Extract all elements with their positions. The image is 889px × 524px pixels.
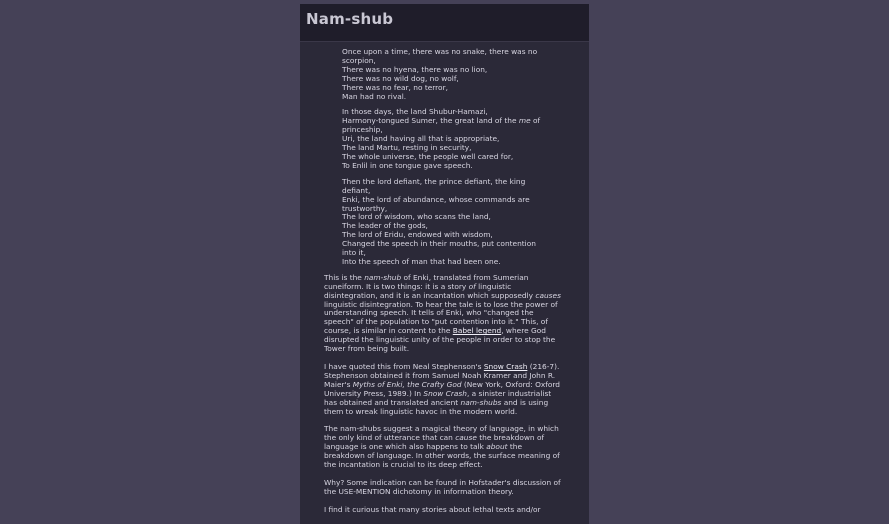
paragraph-emphasis: cause	[455, 433, 477, 443]
poem-line: Into the speech of man that had been one.	[342, 256, 501, 266]
poem-text: of	[530, 116, 541, 126]
paragraph-text: (216-7). Stephenson obtained it from Samuel Noah Kramer and John R. Maier's	[324, 362, 560, 389]
paragraph-text: (New York, Oxford: Oxford University Press, 1989.) In	[324, 379, 560, 398]
paragraph-intro	[324, 274, 565, 354]
poem-line: Uri, the land having all that is appropriate,	[342, 134, 500, 144]
poem-stanza-2	[342, 108, 565, 170]
babel-legend-link[interactable]: Babel legend	[452, 326, 502, 336]
paragraph-text: and is using them to wreak linguistic havoc in the modern world.	[324, 397, 549, 416]
poem-line: In those days, the land Shubur-Hamazi,	[342, 107, 488, 117]
poem-line: To Enlil in one tongue gave speech.	[342, 160, 473, 170]
paragraph-emphasis: nam-shubs	[460, 397, 502, 407]
poem-line: into it,	[342, 248, 366, 258]
page-title: Nam-shub	[306, 10, 394, 28]
paragraph-emphasis: Myths of Enki, the Crafty God	[352, 379, 462, 389]
paragraph-source	[324, 363, 565, 416]
snow-crash-link[interactable]: Snow Crash	[483, 362, 528, 371]
poem-line: Changed the speech in their mouths, put contention	[342, 239, 536, 249]
page-column	[300, 4, 589, 524]
page-header	[300, 4, 589, 42]
paragraph-hofstader: Why? Some indication can be found in Hofstader's discussion of the USE-MENTION dichotomy in information theory.	[324, 477, 561, 496]
poem-line: Then the lord defiant, the prince defiant, the king	[342, 176, 526, 186]
paragraph-emphasis: about	[486, 442, 508, 452]
poem-line: scorpion,	[342, 55, 376, 65]
poem-line: There was no fear, no terror,	[342, 82, 448, 92]
paragraph-text: , where God disrupted the linguistic unity of the people in order to stop the Tower from being built.	[324, 326, 556, 354]
paragraph-emphasis: of	[468, 281, 476, 291]
paragraph-text: of Enki, translated from Sumerian cuneiform. It is two things: it is a story	[324, 272, 529, 291]
poem-line: The whole universe, the people well cared for,	[342, 151, 514, 161]
paragraph-text: the breakdown of language is one which also happens to talk	[324, 433, 545, 452]
poem-emphasis: me	[518, 116, 531, 126]
paragraph-truncated: I find it curious that many stories about lethal texts and/or	[324, 504, 541, 514]
poem-line: The land Martu, resting in security,	[342, 143, 472, 153]
poem-line: The lord of Eridu, endowed with wisdom,	[342, 230, 493, 240]
poem-line: There was no wild dog, no wolf,	[342, 73, 459, 83]
poem-stanza-1	[342, 48, 565, 101]
paragraph-emphasis: nam-shub	[364, 272, 402, 282]
poem-line: trustworthy,	[342, 203, 388, 213]
paragraph-emphasis: causes	[535, 290, 561, 300]
article-body	[300, 42, 589, 515]
poem-line: Man had no rival.	[342, 91, 407, 101]
poem-line: Once upon a time, there was no snake, there was no	[342, 47, 538, 56]
paragraph-text: linguistic disintegration. To hear the tale is to lose the power of understanding speech. It tells of Enki, who "changed the speech" of the population to "put contention into it." This, of course, is similar in content to the	[324, 299, 558, 336]
poem-line: princeship,	[342, 125, 383, 135]
paragraph-text: I have quoted this from Neal Stephenson's	[324, 362, 484, 371]
poem-line: There was no hyena, there was no lion,	[342, 64, 488, 74]
poem-line: The lord of wisdom, who scans the land,	[342, 212, 491, 222]
poem-line: Enki, the lord of abundance, whose commands are	[342, 194, 530, 204]
paragraph-text: the breakdown of language. In other words, the surface meaning of the incantation is crucial to its deep effect.	[324, 442, 560, 470]
poem-stanza-3	[342, 178, 565, 267]
paragraph-text: The nam-shubs suggest a magical theory of language, in which the only kind of utterance that can	[324, 424, 559, 443]
paragraph-text: linguistic disintegration, and it is an incantation which supposedly	[324, 281, 536, 300]
paragraph-emphasis: Snow Crash	[423, 388, 467, 398]
paragraph-text: This is the	[324, 272, 365, 282]
poem-line: defiant,	[342, 185, 371, 195]
poem-line: The leader of the gods,	[342, 221, 428, 231]
paragraph-text: , a sinister industrialist has obtained and translated ancient	[324, 388, 552, 407]
paragraph-theory	[324, 425, 565, 470]
poem-text: Harmony-tongued Sumer, the great land of the	[342, 116, 519, 126]
